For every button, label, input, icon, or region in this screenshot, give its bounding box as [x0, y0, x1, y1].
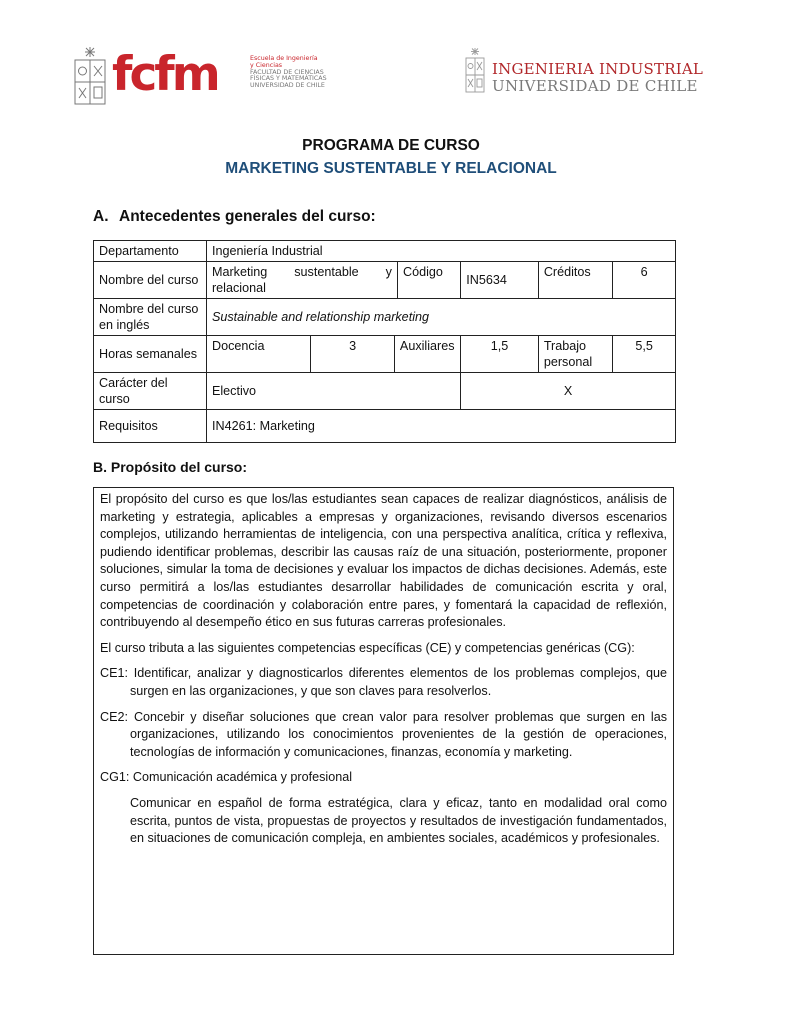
section-b-heading: B. Propósito del curso: — [93, 459, 248, 475]
nombre-curso-text: Marketing sustentable y relacional — [211, 265, 392, 295]
codigo-value: IN5634 — [461, 262, 539, 299]
departamento-label: Departamento — [94, 241, 207, 262]
nombre-ingles-label: Nombre del curso en inglés — [94, 299, 207, 336]
trabajo-personal-label: Trabajo personal — [538, 336, 613, 373]
docencia-label: Docencia — [206, 336, 310, 373]
table-row — [94, 241, 676, 262]
caracter-value: Electivo — [206, 373, 460, 410]
creditos-value: 6 — [613, 262, 676, 299]
section-a-heading-text: Antecedentes generales del curso: — [119, 208, 376, 225]
auxiliares-value: 1,5 — [461, 336, 539, 373]
purpose-intro-paragraph: El propósito del curso es que los/las estudiantes sean capaces de realizar diagnósticos, análisis de marketing y estrategia, aplicables a empresas y organizaciones, revisando diversos escenarios complejos, utilizando herramientas de inteligencia, con una perspectiva analítica, crítica y reflexiva, pudiendo identificar problemas, describir las causas raíz de una situación, posteriormente, proponer soluciones, simular la toma de decisiones y evaluar los impactos de dichas decisiones. Además, este curso permitirá a los/las estudiantes desarrollar habilidades de comunicación escrita y oral, competencias de coordinación y colaboración entre pares, y fomentará la capacidad de reflexión, contribuyendo al desempeño ético en sus futuras carreras profesionales. — [100, 492, 667, 630]
university-seal-icon — [72, 46, 108, 108]
competencia-cg1-text: Comunicar en español de forma estratégica, clara y eficaz, tanto en modalidad oral como escrita, puntos de vista, propuestas de proyectos y resultados de investigación fundamentados, en situaciones de comunicación compleja, en ambientes sociales, académicos y profesionales. — [130, 795, 667, 846]
competencia-ce1: CE1: Identificar, analizar y diagnosticarlos diferentes elementos de los problemas complejos, que surgen en las organizaciones, y que son claves para resolverlos. — [100, 666, 667, 698]
table-row — [94, 373, 676, 410]
creditos-label: Créditos — [538, 262, 613, 299]
caracter-mark: X — [461, 373, 676, 410]
requisitos-label: Requisitos — [94, 410, 207, 443]
section-a-number: A. — [93, 208, 109, 225]
fcfm-subtitle-line: FACULTAD DE CIENCIAS — [250, 68, 324, 76]
table-row — [94, 262, 676, 299]
fcfm-subtitle — [250, 56, 360, 90]
fcfm-logo — [72, 44, 327, 110]
table-row — [94, 299, 676, 336]
fcfm-subtitle-line: UNIVERSIDAD DE CHILE — [250, 82, 325, 90]
trabajo-personal-value: 5,5 — [613, 336, 676, 373]
competencias-intro: El curso tributa a las siguientes competencias específicas (CE) y competencias genéricas (CG): — [100, 640, 635, 655]
table-row — [94, 336, 676, 373]
nombre-ingles-value: Sustainable and relationship marketing — [206, 299, 675, 336]
table-row — [94, 410, 676, 443]
course-info-table — [93, 240, 676, 443]
fcfm-wordmark: fcfm — [112, 47, 218, 102]
purpose-box — [93, 487, 674, 955]
document-title: PROGRAMA DE CURSO — [302, 137, 480, 154]
nombre-curso-value — [206, 262, 397, 299]
nombre-curso-label: Nombre del curso — [94, 262, 207, 299]
docencia-value: 3 — [311, 336, 395, 373]
ingenieria-industrial-logo — [464, 44, 704, 98]
departamento-value: Ingeniería Industrial — [206, 241, 675, 262]
codigo-label: Código — [397, 262, 460, 299]
horas-semanales-label: Horas semanales — [94, 336, 207, 373]
university-seal-icon — [464, 47, 486, 95]
caracter-label: Carácter del curso — [94, 373, 207, 410]
competencia-cg1-title: CG1: Comunicación académica y profesional — [100, 770, 352, 785]
course-title: MARKETING SUSTENTABLE Y RELACIONAL — [225, 160, 557, 177]
fcfm-subtitle-line: Escuela de Ingeniería — [250, 55, 318, 62]
requisitos-value: IN4261: Marketing — [206, 410, 675, 443]
ingenieria-industrial-title: INGENIERIA INDUSTRIAL — [492, 60, 704, 78]
auxiliares-label: Auxiliares — [394, 336, 460, 373]
section-a-heading — [93, 208, 376, 226]
fcfm-subtitle-line: FÍSICAS Y MATEMÁTICAS — [250, 75, 327, 83]
ingenieria-industrial-subtitle: UNIVERSIDAD DE CHILE — [492, 77, 698, 95]
competencia-ce2: CE2: Concebir y diseñar soluciones que crean valor para resolver problemas que surgen en las organizaciones, utilizando los conocimientos provenientes de la gestión de operaciones, tecnologías de información y comunicaciones, finanzas, economía y marketing. — [100, 709, 667, 759]
fcfm-subtitle-line: y Ciencias — [250, 61, 283, 69]
